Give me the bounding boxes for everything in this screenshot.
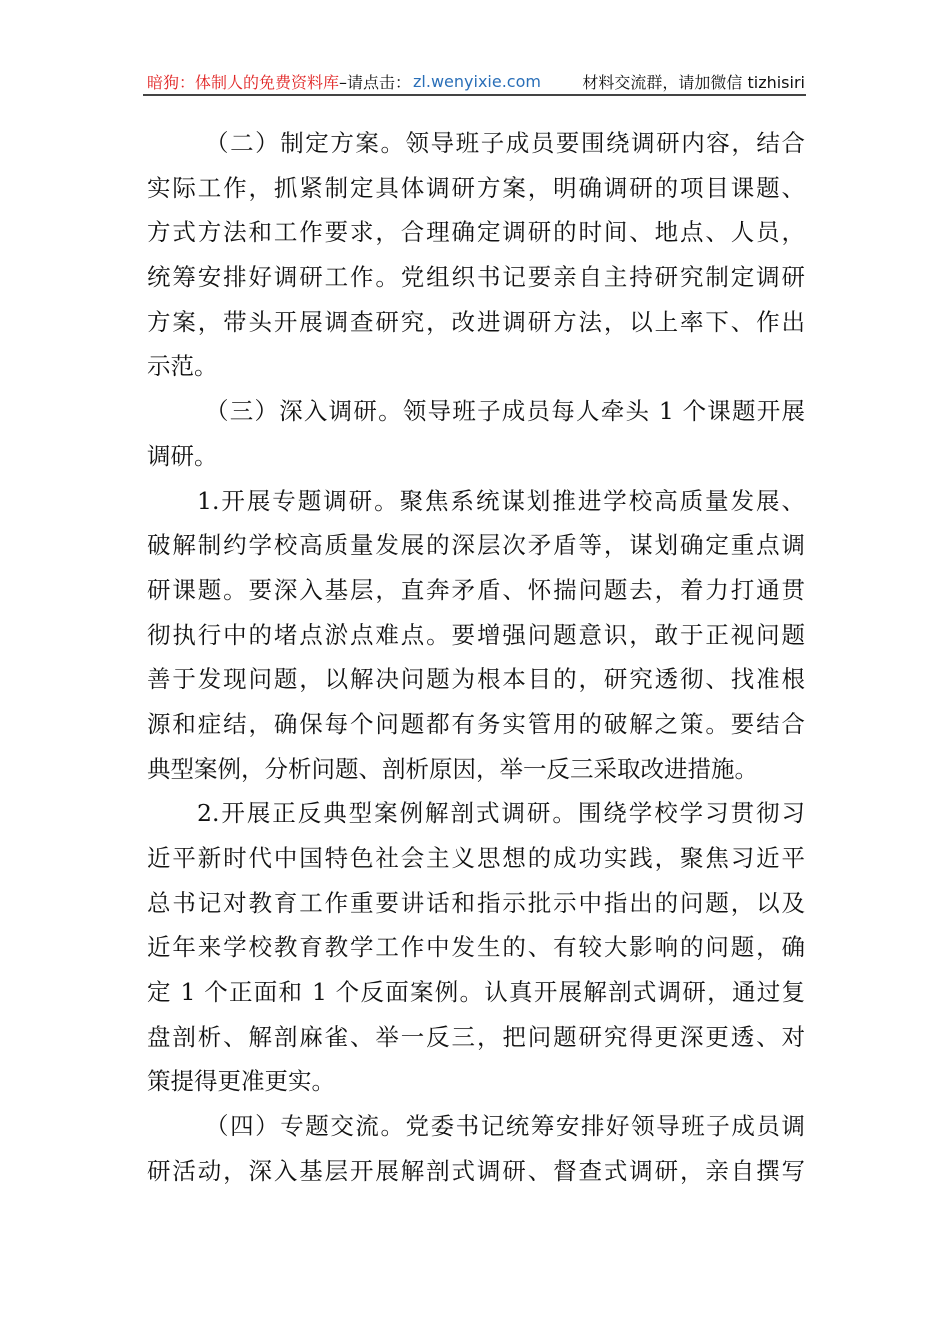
text-line: 破解制约学校高质量发展的深层次矛盾等，谋划确定重点调: [147, 531, 805, 560]
text-line: 善于发现问题，以解决问题为根本目的，研究透彻、找准根: [147, 665, 805, 694]
text-line: 彻执行中的堵点淤点难点。要增强问题意识，敢于正视问题: [147, 620, 805, 649]
document-body: [147, 121, 805, 1194]
text-line: 策提得更准更实。: [147, 1067, 335, 1096]
text-line: 2.开展正反典型案例解剖式调研。围绕学校学习贯彻习: [197, 799, 805, 828]
text-line: 1.开展专题调研。聚焦系统谋划推进学校高质量发展、: [197, 486, 805, 515]
header-link[interactable]: zl.wenyixie.com: [413, 71, 541, 91]
text-line: 示范。: [147, 352, 218, 381]
text-line: （四）专题交流。党委书记统筹安排好领导班子成员调: [205, 1112, 805, 1141]
text-line: （二）制定方案。领导班子成员要围绕调研内容，结合: [205, 129, 805, 157]
text-line: 实际工作，抓紧制定具体调研方案，明确调研的项目课题、: [147, 173, 805, 202]
text-line: 方式方法和工作要求，合理确定调研的时间、地点、人员，: [147, 218, 805, 247]
header-prompt: –请点击：: [339, 72, 412, 92]
text-line: 近年来学校教育教学工作中发生的、有较大影响的问题，确: [147, 933, 805, 962]
header-brand: 暗狗：体制人的免费资料库: [147, 72, 340, 92]
text-line: 总书记对教育工作重要讲话和指示批示中指出的问题，以及: [147, 888, 805, 917]
header-divider: [143, 94, 806, 96]
text-line: 定 1 个正面和 1 个反面案例。认真开展解剖式调研，通过复: [147, 978, 805, 1007]
header-contact: 材料交流群，请加微信 tizhisiri: [582, 72, 805, 92]
page-header: [147, 68, 805, 94]
text-line: 源和症结，确保每个问题都有务实管用的破解之策。要结合: [147, 709, 805, 738]
text-line: 研课题。要深入基层，直奔矛盾、怀揣问题去，着力打通贯: [147, 575, 805, 604]
text-line: 调研。: [147, 441, 218, 470]
text-line: 方案，带头开展调查研究，改进调研方法，以上率下、作出: [147, 307, 805, 336]
text-line: 统筹安排好调研工作。党组织书记要亲自主持研究制定调研: [147, 263, 805, 292]
text-line: （三）深入调研。领导班子成员每人牵头 1 个课题开展: [205, 397, 805, 426]
text-line: 研活动，深入基层开展解剖式调研、督查式调研，亲自撰写: [147, 1156, 805, 1185]
text-line: 典型案例，分析问题、剖析原因，举一反三采取改进措施。: [147, 754, 758, 783]
text-line: 近平新时代中国特色社会主义思想的成功实践，聚焦习近平: [147, 844, 805, 872]
text-line: 盘剖析、解剖麻雀、举一反三，把问题研究得更深更透、对: [147, 1022, 805, 1051]
